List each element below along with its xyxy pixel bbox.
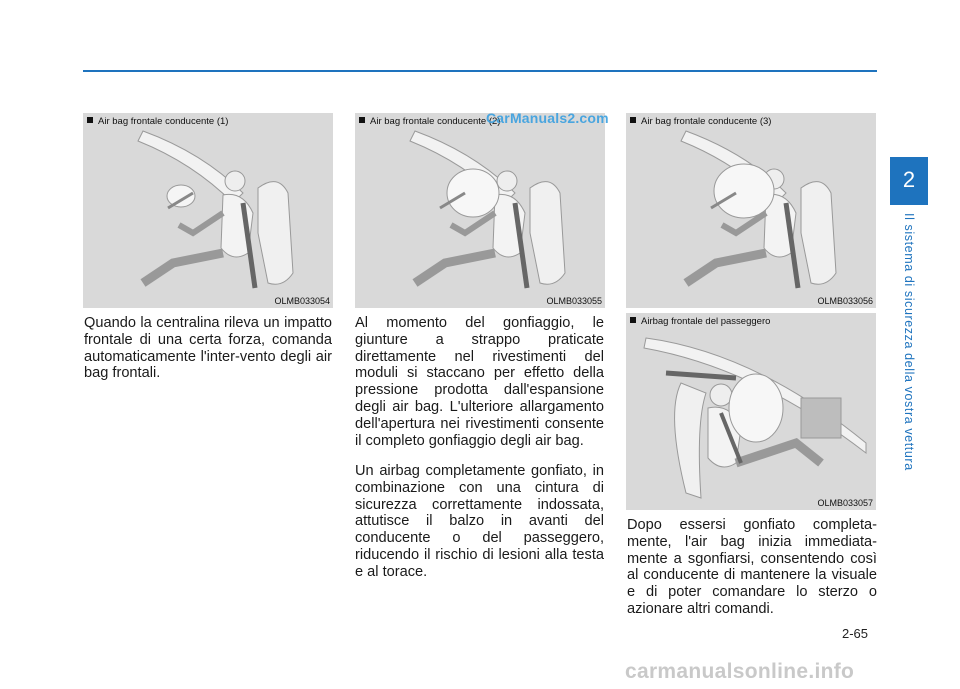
figure-driver-airbag-3 <box>626 113 876 308</box>
page-number: 2-65 <box>842 626 869 641</box>
col2-paragraph-1: Al momento del gonfiaggio, le giunture a strappo praticate direttamente nel rivestimenti del moduli si staccano per effetto della pressione prodotta dall'espansione degli air bag. L'ulteriore allargamento dell'apertura nei rivestimenti consente il completo gonfiaggio degli air bag. <box>355 315 604 449</box>
figure-caption: Airbag frontale del passeggero <box>630 316 770 327</box>
driver-illustration <box>355 113 605 308</box>
figure-code: OLMB033054 <box>274 296 330 306</box>
driver-illustration <box>626 113 876 308</box>
chapter-number: 2 <box>890 157 928 203</box>
top-rule <box>83 70 877 72</box>
figure-driver-airbag-1 <box>83 113 333 308</box>
bullet-square-icon <box>359 117 365 123</box>
figure-passenger-airbag <box>626 313 876 510</box>
figure-code: OLMB033056 <box>817 296 873 306</box>
watermark-text: CarManuals2.com <box>486 110 609 126</box>
col1-paragraph: Quando la centralina rileva un impatto frontale di una certa forza, comanda automaticamente l'inter-vento degli air bag frontali. <box>84 315 332 382</box>
figure-caption: Air bag frontale conducente (1) <box>87 116 228 127</box>
figure-code: OLMB033057 <box>817 498 873 508</box>
bullet-square-icon <box>87 117 93 123</box>
figure-caption: Air bag frontale conducente (3) <box>630 116 771 127</box>
chapter-title: Il sistema di sicurezza della vostra vettura <box>902 213 916 471</box>
chapter-rule <box>890 203 928 205</box>
figure-driver-airbag-2 <box>355 113 605 308</box>
footer-watermark: carmanualsonline.info <box>625 660 855 683</box>
col3-paragraph: Dopo essersi gonfiato completa-mente, l'air bag inizia immediata-mente a sgonfiarsi, consentendo così al conducente di mantenere la visuale e di poter comandare lo sterzo o azionare altri comandi. <box>627 517 877 617</box>
bullet-square-icon <box>630 317 636 323</box>
bullet-square-icon <box>630 117 636 123</box>
figure-code: OLMB033055 <box>546 296 602 306</box>
driver-illustration <box>83 113 333 308</box>
passenger-illustration <box>626 313 876 510</box>
figure-caption: Air bag frontale conducente (2) <box>359 116 500 127</box>
col2-paragraph-2: Un airbag completamente gonfiato, in combinazione con una cintura di sicurezza correttamente indossata, attutisce il balzo in avanti del conducente o del passeggero, riducendo il rischio di lesioni alla testa e al torace. <box>355 463 604 580</box>
